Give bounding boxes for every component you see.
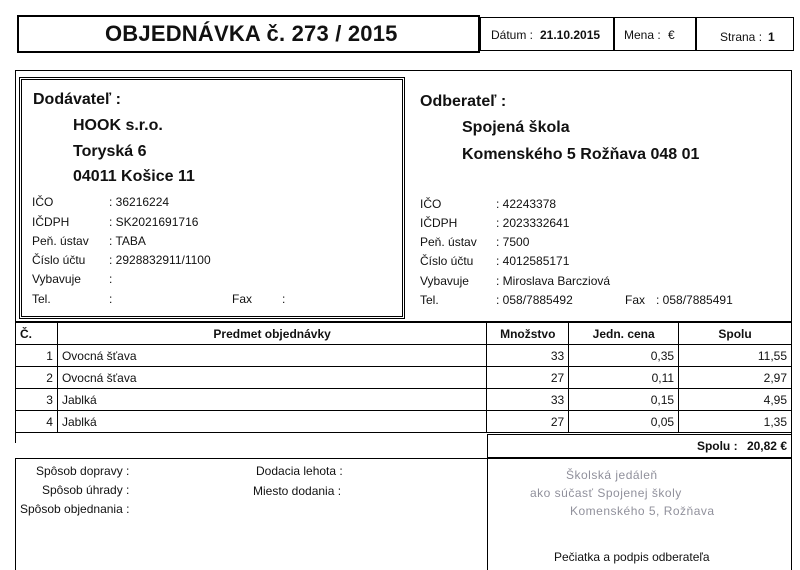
table-row	[16, 345, 792, 367]
row-qty: 33	[487, 345, 569, 367]
items-table	[15, 322, 792, 443]
currency-value: €	[668, 28, 675, 42]
delivery-place-label: Miesto dodania :	[253, 484, 342, 498]
customer-account-value: : 4012585171	[496, 254, 570, 268]
supplier-ico-value: : 36216224	[109, 195, 170, 209]
supplier-fax-value: :	[282, 292, 286, 306]
row-qty: 33	[487, 389, 569, 411]
date-label: Dátum :	[491, 28, 534, 42]
customer-heading: Odberateľ :	[420, 93, 507, 110]
row-qty: 27	[487, 411, 569, 433]
row-total: 2,97	[679, 367, 792, 389]
row-item: Jablká	[57, 411, 486, 433]
sum-label: Spolu :	[696, 439, 738, 453]
row-no: 4	[16, 411, 58, 433]
row-no: 2	[16, 367, 58, 389]
supplier-ico-label: IČO	[32, 195, 54, 209]
customer-ico-label: IČO	[420, 197, 442, 211]
col-header-price: Jedn. cena	[569, 323, 679, 345]
page-title: OBJEDNÁVKA č. 273 / 2015	[105, 21, 398, 46]
supplier-account-label: Číslo účtu	[32, 253, 86, 267]
col-header-no: Č.	[16, 323, 58, 345]
col-header-qty: Množstvo	[487, 323, 569, 345]
supplier-contact-value: :	[109, 272, 113, 286]
row-qty: 27	[487, 367, 569, 389]
date-value: 21.10.2015	[540, 28, 601, 42]
row-price: 0,05	[569, 411, 679, 433]
row-item: Jablká	[57, 389, 486, 411]
row-item: Ovocná šťava	[57, 345, 486, 367]
customer-name: Spojená škola	[462, 119, 570, 136]
row-no: 3	[16, 389, 58, 411]
col-header-item: Predmet objednávky	[57, 323, 486, 345]
supplier-fax-label: Fax	[232, 292, 253, 306]
table-row	[16, 367, 792, 389]
ordering-label: Spôsob objednania :	[20, 502, 130, 516]
customer-fax-value: : 058/7885491	[656, 293, 733, 307]
payment-label: Spôsob úhrady :	[42, 483, 130, 497]
supplier-heading: Dodávateľ :	[33, 91, 121, 108]
row-total: 1,35	[679, 411, 792, 433]
customer-contact-value: : Miroslava Barcziová	[496, 274, 611, 288]
page-value: 1	[768, 30, 775, 44]
supplier-icdph-value: : SK2021691716	[109, 215, 199, 229]
row-item: Ovocná šťava	[57, 367, 486, 389]
supplier-account-value: : 2928832911/1100	[109, 253, 211, 267]
row-price: 0,11	[569, 367, 679, 389]
row-price: 0,15	[569, 389, 679, 411]
sum-text	[487, 439, 787, 453]
supplier-contact-label: Vybavuje	[32, 272, 81, 286]
row-price: 0,35	[569, 345, 679, 367]
sum-value: 20,82 €	[746, 439, 787, 453]
customer-contact-label: Vybavuje	[420, 274, 469, 288]
table-row	[16, 389, 792, 411]
supplier-bank-value: : TABA	[109, 234, 146, 248]
supplier-street: Toryská 6	[73, 143, 147, 160]
transport-label: Spôsob dopravy :	[36, 464, 130, 478]
page-label: Strana :	[720, 30, 763, 44]
customer-bank-label: Peň. ústav	[420, 235, 477, 249]
table-header-row	[16, 323, 792, 345]
supplier-bank-label: Peň. ústav	[32, 234, 89, 248]
stamp-line-2: ako súčasť Spojenej školy	[530, 486, 682, 500]
row-total: 11,55	[679, 345, 792, 367]
customer-tel-label: Tel.	[420, 293, 439, 307]
stamp-line-3: Komenského 5, Rožňava	[570, 504, 715, 518]
supplier-city: 04011 Košice 11	[73, 168, 195, 185]
table-row	[16, 411, 792, 433]
footer-divider	[487, 458, 488, 570]
row-total: 4,95	[679, 389, 792, 411]
customer-icdph-value: : 2023332641	[496, 216, 570, 230]
supplier-icdph-label: IČDPH	[32, 215, 70, 229]
customer-ico-value: : 42243378	[496, 197, 557, 211]
delivery-date-label: Dodacia lehota :	[256, 464, 343, 478]
col-header-total: Spolu	[679, 323, 792, 345]
stamp-line-1: Školská jedáleň	[566, 468, 658, 482]
customer-tel-value: : 058/7885492	[496, 293, 573, 307]
supplier-tel-label: Tel.	[32, 292, 51, 306]
customer-address: Komenského 5 Rožňava 048 01	[462, 146, 700, 163]
customer-bank-value: : 7500	[496, 235, 530, 249]
row-no: 1	[16, 345, 58, 367]
supplier-name: HOOK s.r.o.	[73, 117, 163, 134]
customer-icdph-label: IČDPH	[420, 216, 458, 230]
customer-account-label: Číslo účtu	[420, 254, 474, 268]
signature-label: Pečiatka a podpis odberateľa	[554, 550, 710, 564]
customer-fax-label: Fax	[625, 293, 646, 307]
supplier-tel-value: :	[109, 292, 113, 306]
currency-label: Mena :	[624, 28, 661, 42]
